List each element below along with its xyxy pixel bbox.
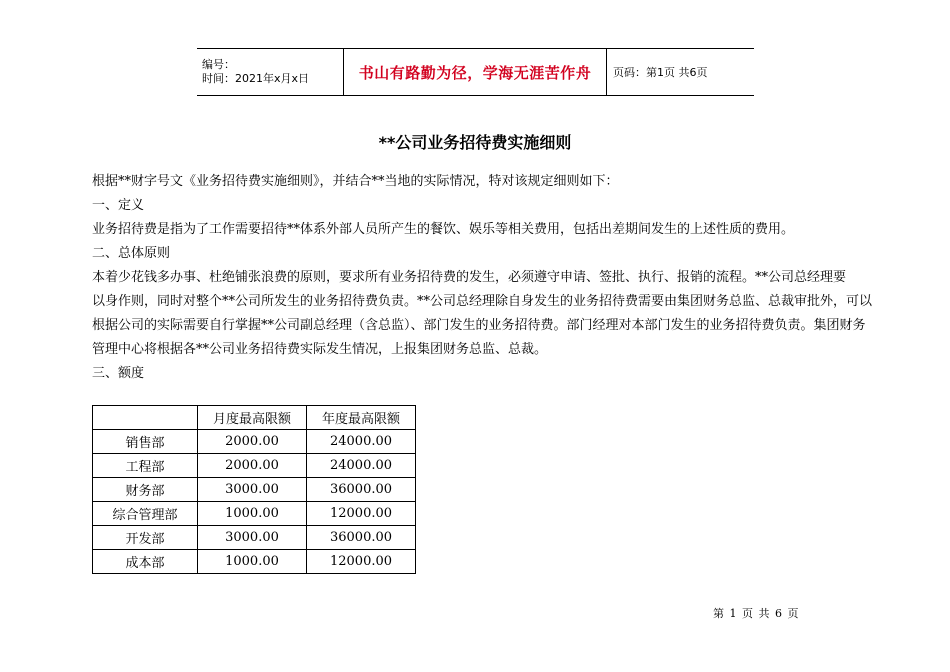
department-cell: 成本部 [93,550,198,574]
principles-line: 根据公司的实际需要自行掌握**公司副总经理（含总监）、部门发生的业务招待费。部门经理对本部门发生的业务招待费负责。集团财务 [92,318,866,333]
table-row [93,502,416,526]
table-header-cell [93,406,198,430]
table-row [93,454,416,478]
document-header [197,48,754,96]
annual-limit-cell: 12000.00 [307,502,416,526]
table-row [93,550,416,574]
document-body [92,170,892,386]
annual-limit-cell: 36000.00 [307,478,416,502]
monthly-limit-cell: 3000.00 [198,478,307,502]
department-cell: 财务部 [93,478,198,502]
annual-limit-cell: 24000.00 [307,430,416,454]
monthly-limit-cell: 1000.00 [198,502,307,526]
principles-line: 管理中心将根据各**公司业务招待费实际发生情况，上报集团财务总监、总裁。 [92,342,548,357]
department-cell: 销售部 [93,430,198,454]
page-footer: 第 1 页 共 6 页 [713,607,800,620]
section-heading-principles: 二、总体原则 [92,246,171,261]
department-cell: 工程部 [93,454,198,478]
annual-limit-cell: 24000.00 [307,454,416,478]
header-meta [197,49,344,96]
quota-table [92,405,416,574]
header-page-info: 页码：第1页 共6页 [607,49,755,96]
section-heading-definition: 一、定义 [92,198,145,213]
document-title: **公司业务招待费实施细则 [378,133,572,152]
section-heading-quota: 三、额度 [92,366,145,381]
definition-paragraph: 业务招待费是指为了工作需要招待**体系外部人员所产生的餐饮、娱乐等相关费用，包括出差期间发生的上述性质的费用。 [92,222,795,237]
monthly-limit-cell: 1000.00 [198,550,307,574]
table-row [93,430,416,454]
annual-limit-cell: 12000.00 [307,550,416,574]
intro-paragraph: 根据**财字号文《业务招待费实施细则》，并结合**当地的实际情况，特对该规定细则如下： [92,174,619,189]
principles-line: 本着少花钱多办事、杜绝铺张浪费的原则，要求所有业务招待费的发生，必须遵守申请、签批、执行、报销的流程。**公司总经理要 [92,270,847,285]
monthly-limit-cell: 2000.00 [198,454,307,478]
monthly-limit-cell: 3000.00 [198,526,307,550]
time-label: 时间：2021年x月x日 [202,72,310,85]
table-row [93,478,416,502]
table-row [93,526,416,550]
table-header-row [93,406,416,430]
annual-limit-cell: 36000.00 [307,526,416,550]
table-header-cell: 月度最高限额 [198,406,307,430]
department-cell: 开发部 [93,526,198,550]
table-header-cell: 年度最高限额 [307,406,416,430]
principles-line: 以身作则，同时对整个**公司所发生的业务招待费负责。**公司总经理除自身发生的业务招待费需要由集团财务总监、总裁审批外，可以 [92,294,873,309]
department-cell: 综合管理部 [93,502,198,526]
header-motto: 书山有路勤为径，学海无涯苦作舟 [344,49,607,96]
monthly-limit-cell: 2000.00 [198,430,307,454]
number-label: 编号： [202,58,235,71]
